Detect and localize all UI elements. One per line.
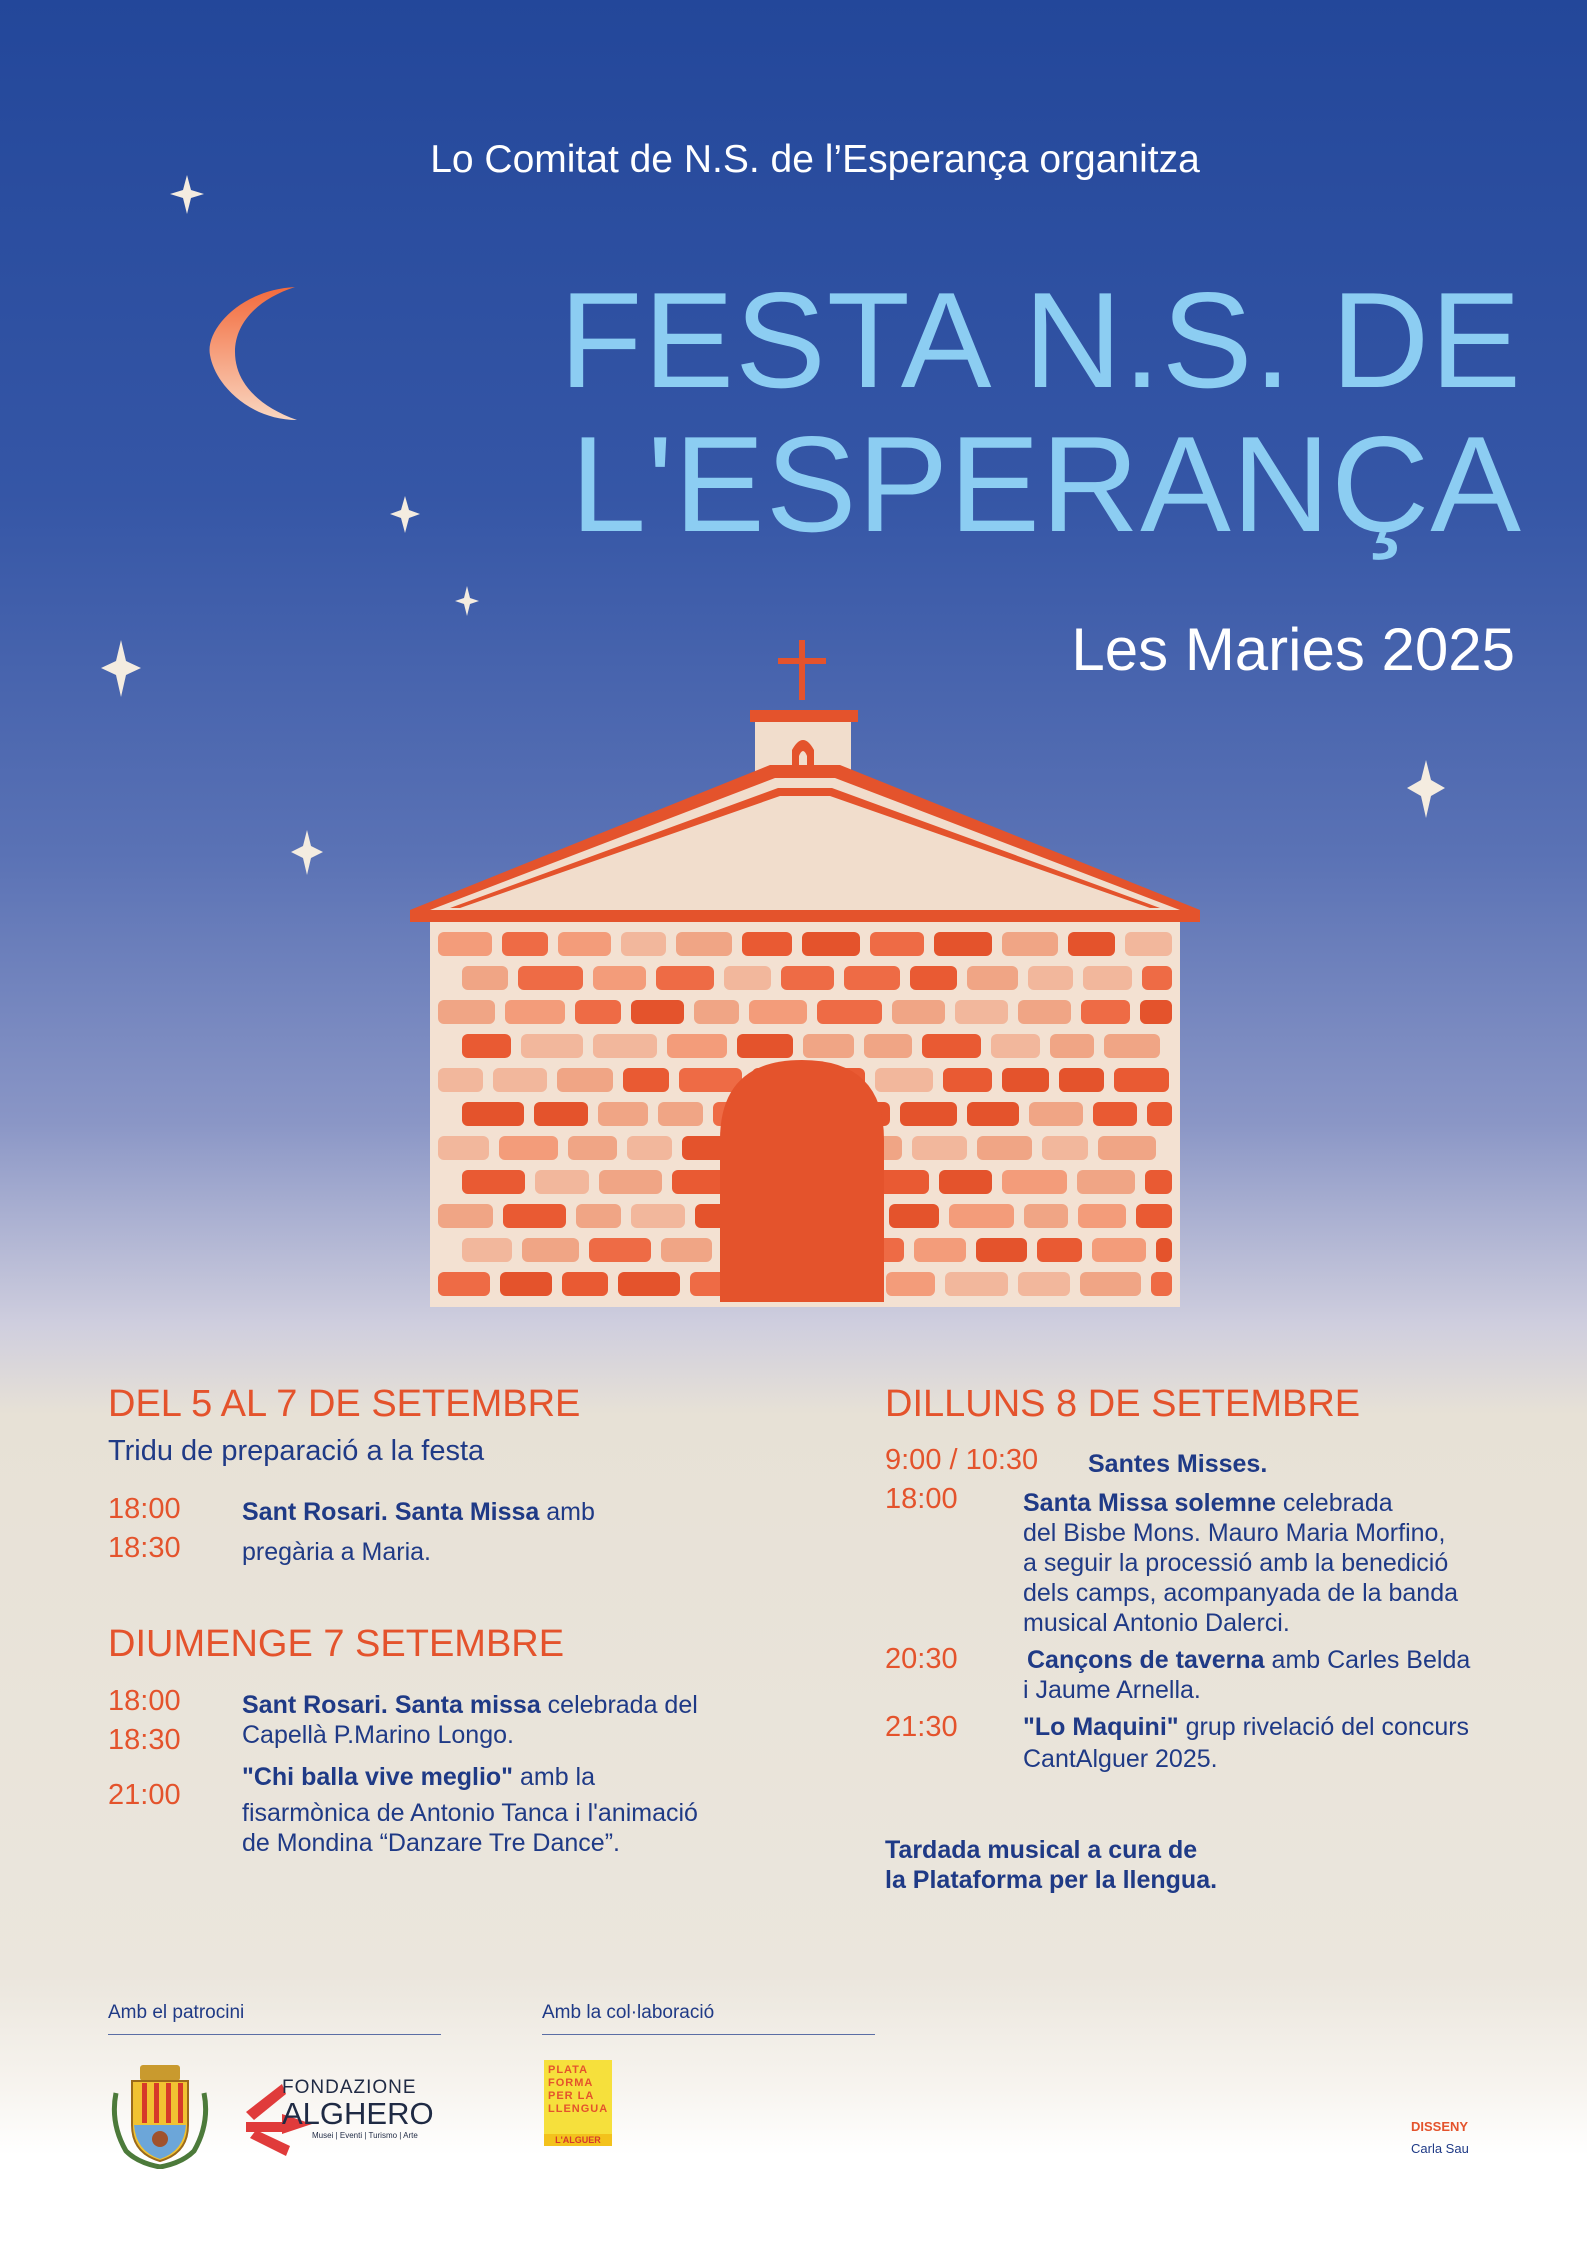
- brick: [462, 1170, 525, 1194]
- brick: [889, 1204, 939, 1228]
- brick: [557, 1068, 613, 1092]
- brick: [781, 966, 834, 990]
- brick: [991, 1034, 1040, 1058]
- section-subtitle-tridu: Tridu de preparació a la festa: [108, 1435, 485, 1467]
- brick: [1104, 1034, 1160, 1058]
- brick: [694, 1000, 739, 1024]
- brick: [802, 932, 860, 956]
- title-line-1: FESTA N.S. DE: [559, 264, 1522, 416]
- brick: [1002, 1068, 1049, 1092]
- brick: [886, 1272, 935, 1296]
- brick: [438, 1068, 483, 1092]
- brick: [627, 1136, 672, 1160]
- designer-name: Carla Sau: [1411, 2141, 1469, 2156]
- sponsor-divider: [108, 2034, 441, 2035]
- event-description: "Chi balla vive meglio" amb la fisarmònica de Antonio Tanca i l'animació de Mondina “Danzare Tre Dance”.: [242, 1763, 698, 1857]
- brick: [438, 1000, 495, 1024]
- brick: [870, 932, 924, 956]
- event-description: Cançons de taverna amb Carles Belda i Jaume Arnella.: [1023, 1646, 1471, 1704]
- section-title-diumenge: DIUMENGE 7 SETEMBRE: [108, 1623, 565, 1665]
- event-description: "Lo Maquini" grup rivelació del concurs CantAlguer 2025.: [1023, 1713, 1470, 1773]
- brick: [462, 1034, 511, 1058]
- brick: [1018, 1272, 1070, 1296]
- brick: [922, 1034, 981, 1058]
- brick: [672, 1170, 726, 1194]
- brick: [462, 966, 508, 990]
- event-description: Sant Rosari. Santa Missa amb pregària a Maria.: [242, 1498, 595, 1566]
- brick: [939, 1170, 992, 1194]
- brick: [589, 1238, 651, 1262]
- design-credit-label: DISSENY: [1411, 2119, 1469, 2134]
- brick: [910, 966, 957, 990]
- brick: [955, 1000, 1008, 1024]
- brick: [438, 1272, 490, 1296]
- brick: [1078, 1204, 1126, 1228]
- brick: [1147, 1102, 1172, 1126]
- brick: [631, 1000, 684, 1024]
- brick: [503, 1204, 566, 1228]
- event-time: 9:00 / 10:30: [885, 1444, 1039, 1476]
- title-line-2: L'ESPERANÇA: [570, 408, 1522, 560]
- brick: [803, 1034, 854, 1058]
- brick: [438, 1136, 489, 1160]
- brick: [522, 1238, 579, 1262]
- brick: [967, 1102, 1019, 1126]
- festival-title: [559, 264, 1522, 560]
- brick: [875, 1068, 933, 1092]
- brick: [892, 1000, 945, 1024]
- brick: [1037, 1238, 1082, 1262]
- brick: [1136, 1204, 1172, 1228]
- brick: [676, 932, 732, 956]
- brick: [1050, 1034, 1094, 1058]
- brick: [518, 966, 583, 990]
- collab-divider: [542, 2034, 875, 2035]
- event-time: 20:30: [885, 1643, 958, 1675]
- brick: [1145, 1170, 1172, 1194]
- musical-note: Tardada musical a cura de la Plataforma per la llengua.: [885, 1836, 1218, 1894]
- brick: [500, 1272, 552, 1296]
- brick: [1156, 1238, 1172, 1262]
- brick: [462, 1238, 512, 1262]
- collab-label: Amb la col·laboració: [542, 2002, 715, 2023]
- brick: [900, 1102, 957, 1126]
- section-title-dilluns: DILLUNS 8 DE SETEMBRE: [885, 1383, 1361, 1425]
- brick: [558, 932, 611, 956]
- brick: [1059, 1068, 1104, 1092]
- brick: [1083, 966, 1132, 990]
- brick: [864, 1034, 912, 1058]
- event-description: Sant Rosari. Santa missa celebrada del Capellà P.Marino Longo.: [242, 1691, 698, 1749]
- brick: [1142, 966, 1172, 990]
- brick: [949, 1204, 1014, 1228]
- fondazione-alghero-logo: FONDAZIONE ALGHERO Musei | Eventi | Turismo | Arte: [282, 2077, 434, 2140]
- event-time: 18:30: [108, 1532, 181, 1564]
- brick: [1125, 932, 1172, 956]
- brick: [534, 1102, 588, 1126]
- brick: [1077, 1170, 1135, 1194]
- brick: [623, 1068, 669, 1092]
- section-title-tridu: DEL 5 AL 7 DE SETEMBRE: [108, 1383, 581, 1425]
- brick: [562, 1272, 608, 1296]
- star-icon: [455, 586, 479, 616]
- star-icon: [101, 640, 141, 697]
- sponsor-label: Amb el patrocini: [108, 2002, 245, 2023]
- brick: [976, 1238, 1027, 1262]
- event-time: 18:00: [108, 1685, 181, 1717]
- brick: [1024, 1204, 1068, 1228]
- plataforma-llengua-logo: PLATA FORMA PER LA LLENGUA L'ALGUER: [544, 2060, 612, 2146]
- brick: [658, 1102, 703, 1126]
- brick: [934, 932, 992, 956]
- brick: [943, 1068, 992, 1092]
- brick: [598, 1102, 648, 1126]
- alghero-coat-of-arms-logo: [108, 2063, 212, 2169]
- brick: [521, 1034, 583, 1058]
- brick: [749, 1000, 807, 1024]
- brick: [502, 932, 548, 956]
- brick: [1140, 1000, 1172, 1024]
- brick: [1002, 1170, 1067, 1194]
- brick: [1081, 1000, 1130, 1024]
- brick: [679, 1068, 742, 1092]
- brick: [914, 1238, 966, 1262]
- brick: [967, 966, 1018, 990]
- moon-icon: [210, 287, 297, 420]
- brick: [1068, 932, 1115, 956]
- brick: [618, 1272, 680, 1296]
- brick: [535, 1170, 589, 1194]
- brick: [1092, 1238, 1146, 1262]
- brick: [661, 1238, 712, 1262]
- brick: [576, 1204, 621, 1228]
- brick: [667, 1034, 727, 1058]
- organizer-line: Lo Comitat de N.S. de l’Esperança organitza: [430, 138, 1200, 181]
- brick: [438, 932, 492, 956]
- brick: [499, 1136, 558, 1160]
- chapel-illustration: [410, 640, 1200, 1310]
- event-time: 21:00: [108, 1779, 181, 1811]
- brick: [1018, 1000, 1071, 1024]
- brick: [912, 1136, 967, 1160]
- brick: [817, 1000, 882, 1024]
- brick: [462, 1102, 524, 1126]
- event-description: Santa Missa solemne celebrada del Bisbe Mons. Mauro Maria Morfino, a seguir la processió amb la benedició dels camps, acompanyada de la banda musical Antonio Dalerci.: [1023, 1489, 1459, 1637]
- brick: [1080, 1272, 1141, 1296]
- brick: [1151, 1272, 1172, 1296]
- event-time: 18:00: [885, 1483, 958, 1515]
- cross-icon: [799, 640, 805, 700]
- place-year: Les Maries 2025: [1071, 616, 1515, 683]
- event-time: 18:30: [108, 1724, 181, 1756]
- brick: [1098, 1136, 1156, 1160]
- brick: [593, 966, 646, 990]
- star-icon: [1407, 760, 1445, 818]
- brick: [724, 966, 771, 990]
- event-description: Santes Misses.: [1088, 1450, 1268, 1478]
- brick: [1042, 1136, 1088, 1160]
- brick: [656, 966, 714, 990]
- brick: [737, 1034, 793, 1058]
- brick: [593, 1034, 657, 1058]
- brick: [1002, 932, 1058, 956]
- star-icon: [291, 830, 323, 875]
- brick: [631, 1204, 685, 1228]
- brick: [599, 1170, 662, 1194]
- brick: [1028, 966, 1073, 990]
- brick: [742, 932, 792, 956]
- event-time: 18:00: [108, 1493, 181, 1525]
- brick: [438, 1204, 493, 1228]
- brick: [844, 966, 900, 990]
- brick: [1114, 1068, 1169, 1092]
- brick: [1093, 1102, 1137, 1126]
- brick: [493, 1068, 547, 1092]
- event-time: 21:30: [885, 1711, 958, 1743]
- brick: [977, 1136, 1032, 1160]
- brick: [945, 1272, 1008, 1296]
- brick: [575, 1000, 621, 1024]
- brick: [568, 1136, 617, 1160]
- star-icon: [390, 496, 420, 533]
- brick: [1029, 1102, 1083, 1126]
- brick: [621, 932, 666, 956]
- brick: [505, 1000, 565, 1024]
